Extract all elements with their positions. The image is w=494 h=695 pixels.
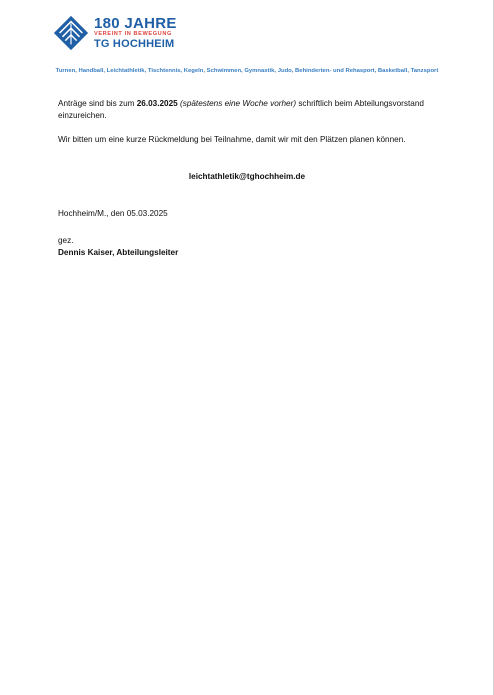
logo-club-name: TG HOCHHEIM <box>94 38 175 51</box>
signature-prefix: gez. <box>58 236 74 245</box>
signature-name: Dennis Kaiser, Abteilungsleiter <box>58 248 179 257</box>
contact-email[interactable]: leichtathletik@tghochheim.de <box>188 172 306 181</box>
logo-subtitle: VEREINT IN BEWEGUNG <box>94 30 172 37</box>
tg-hochheim-logo-icon <box>52 14 90 52</box>
deadline-note: (spätestens eine Woche vorher) <box>180 99 297 108</box>
logo-title: 180 JAHRE <box>94 14 177 32</box>
deadline-text-3: schriftlich beim Abteilungsvorstand einzureichen. <box>58 99 424 120</box>
deadline-date: 26.03.2025 <box>136 99 178 108</box>
feedback-paragraph: Wir bitten um eine kurze Rückmeldung bei Teilnahme, damit wir mit den Plätzen planen können. <box>58 135 406 144</box>
sports-list: Turnen, Handball, Leichtathletik, Tischtennis, Kegeln, Schwimmen, Gymnastik, Judo, Behinderten- und Rehasport, Basketball, Tanzsport <box>55 68 439 74</box>
deadline-text-1: Anträge sind bis zum <box>58 99 137 108</box>
signature-block <box>58 235 438 259</box>
deadline-paragraph <box>58 98 438 122</box>
date-line: Hochheim/M., den 05.03.2025 <box>58 209 168 218</box>
club-logo <box>52 14 177 52</box>
